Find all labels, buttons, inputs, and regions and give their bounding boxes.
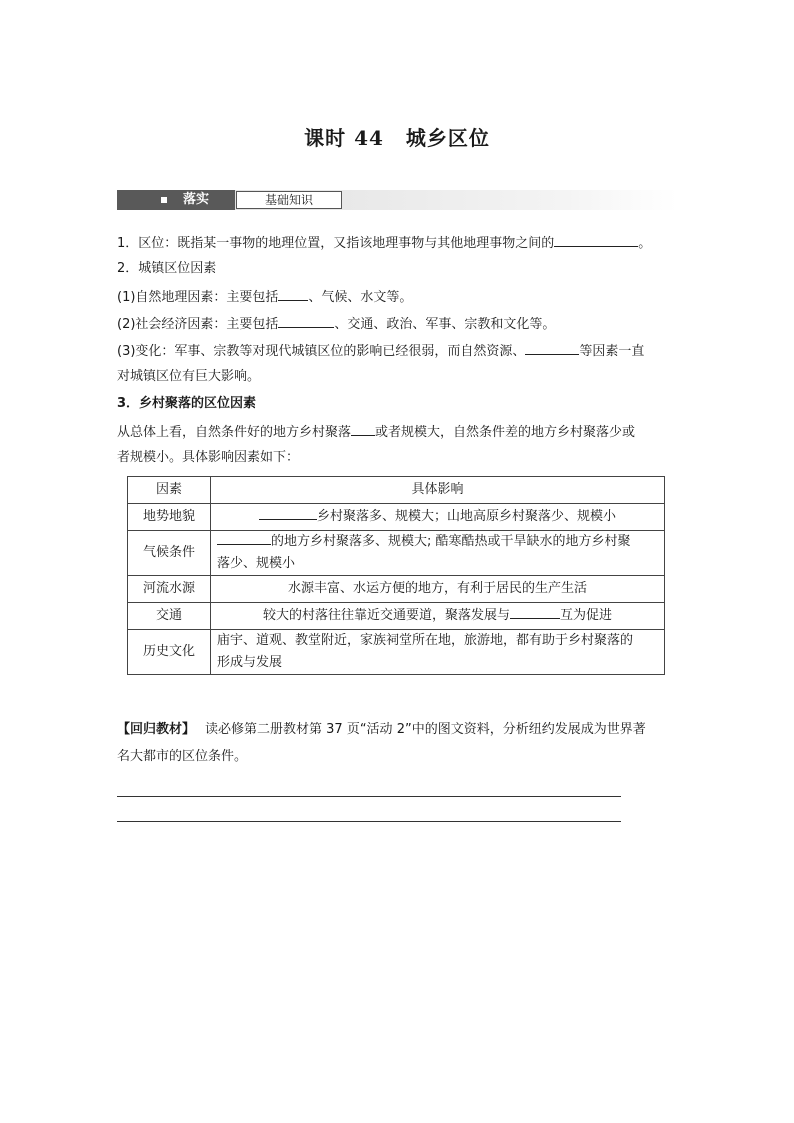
table-cell-impact [211,603,665,630]
square-bullet-icon [161,197,167,203]
return-to-textbook [117,721,646,739]
answer-blank[interactable] [278,314,334,328]
paragraph-9: 者规模小。具体影响因素如下： [117,450,300,465]
table-cell-impact [211,504,665,531]
paragraph-5 [117,341,644,361]
table-header-factor: 因素 [128,477,211,504]
table-cell-factor: 气候条件 [128,531,211,576]
impact-text: 较大的村落往往靠近交通要道，聚落发展与 [262,608,510,623]
table-cell-factor: 河流水源 [128,576,211,603]
paragraph-2: 2．城镇区位因素 [117,261,217,276]
impact-text: 乡村聚落多、规模大；山地高原乡村聚落少、规模小 [316,509,616,524]
paragraph-8-end: 或者规模大，自然条件差的地方乡村聚落少或 [375,425,636,440]
paragraph-8-text: 从总体上看，自然条件好的地方乡村聚落 [117,425,352,440]
paragraph-3-end: 、气候、水文等。 [308,290,413,305]
table-cell-impact: 水源丰富、水运方便的地方，有利于居民的生产生活 [211,576,665,603]
paragraph-6: 对城镇区位有巨大影响。 [117,369,261,384]
title-prefix: 课时 [304,126,347,150]
table-header-row [128,477,665,504]
table-cell-factor: 地势地貌 [128,504,211,531]
paragraph-4-text: (2)社会经济因素：主要包括 [117,317,279,332]
impact-text: 的地方乡村聚落多、规模大; 酷寒酷热或干旱缺水的地方乡村聚 [271,534,631,549]
answer-blank[interactable] [259,506,317,520]
answer-blank[interactable] [278,287,308,301]
paragraph-5-text: (3)变化：军事、宗教等对现代城镇区位的影响已经很弱，而自然资源、 [117,344,526,359]
paragraph-8 [117,422,635,442]
section-banner [117,190,677,210]
answer-blank[interactable] [510,605,560,619]
paragraph-3 [117,287,412,307]
answer-blank[interactable] [351,422,375,436]
answer-line[interactable] [117,821,621,822]
table-cell-factor: 交通 [128,603,211,630]
factor-table [127,476,665,675]
title-name: 城乡区位 [405,126,490,150]
banner-section: 基础知识 [236,191,342,209]
table-row [128,630,665,675]
answer-blank[interactable] [554,233,638,247]
paragraph-5-end: 等因素一直 [579,344,645,359]
table-row [128,531,665,576]
table-cell-factor: 历史文化 [128,630,211,675]
banner-tag-label: 落实 [183,192,210,207]
return-text-2: 名大都市的区位条件。 [117,749,248,764]
page-title [0,122,794,151]
return-text-1: 读必修第二册教材第 37 页“活动 2”中的图文资料，分析纽约发展成为世界著 [205,722,646,737]
impact-text-line2: 形成与发展 [217,655,283,670]
answer-line[interactable] [117,796,621,797]
title-number: 44 [354,126,384,150]
answer-blank[interactable] [217,531,271,545]
impact-text-end: 互为促进 [560,608,613,623]
return-label: 【回归教材】 [117,722,196,737]
paragraph-4 [117,314,555,334]
table-row [128,504,665,531]
paragraph-4-end: 、交通、政治、军事、宗教和文化等。 [334,317,556,332]
paragraph-3-text: (1)自然地理因素：主要包括 [117,290,279,305]
table-cell-impact [211,531,665,576]
impact-text-line2: 落少、规模小 [217,556,296,571]
paragraph-1-end: 。 [638,236,652,251]
paragraph-7: 3．乡村聚落的区位因素 [117,396,257,411]
paragraph-1 [117,233,651,253]
table-cell-impact [211,630,665,675]
table-row [128,603,665,630]
table-header-impact: 具体影响 [211,477,665,504]
banner-tag [117,190,235,210]
answer-blank[interactable] [525,341,579,355]
impact-text: 庙宇、道观、教堂附近，家族祠堂所在地，旅游地，都有助于乡村聚落的 [217,633,634,648]
table-row [128,576,665,603]
paragraph-1-text: 1．区位：既指某一事物的地理位置，又指该地理事物与其他地理事物之间的 [117,236,555,251]
